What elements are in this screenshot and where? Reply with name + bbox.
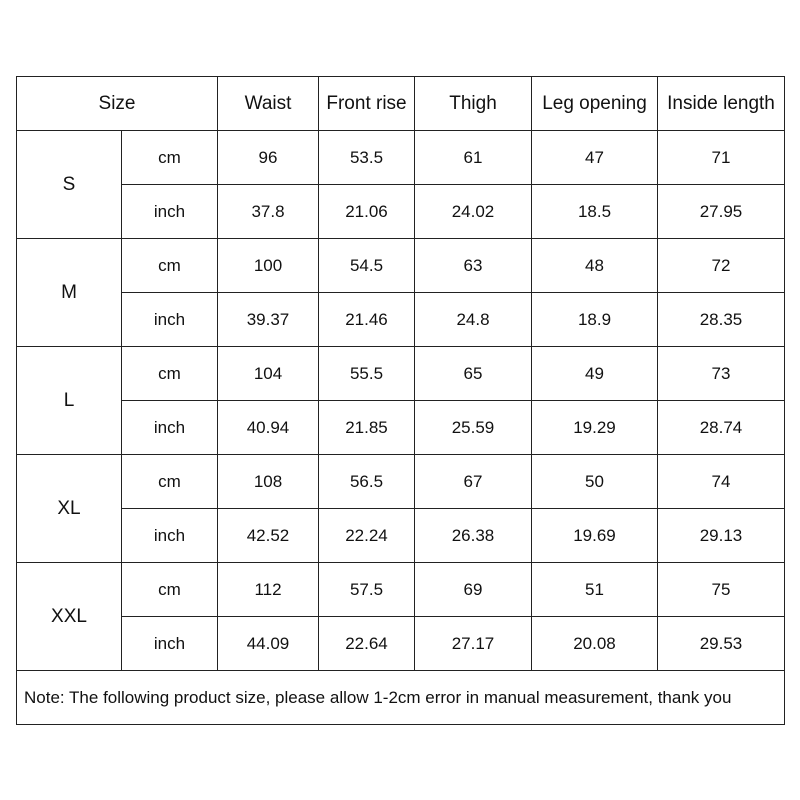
front-rise-cell: 21.85 xyxy=(319,401,415,455)
header-waist: Waist xyxy=(218,77,319,131)
unit-cell: inch xyxy=(122,185,218,239)
table-row xyxy=(17,347,785,401)
table-row xyxy=(17,131,785,185)
leg-opening-cell: 20.08 xyxy=(532,617,658,671)
waist-cell: 100 xyxy=(218,239,319,293)
thigh-cell: 69 xyxy=(415,563,532,617)
thigh-cell: 67 xyxy=(415,455,532,509)
unit-cell: cm xyxy=(122,239,218,293)
inside-length-cell: 75 xyxy=(658,563,785,617)
leg-opening-cell: 19.29 xyxy=(532,401,658,455)
waist-cell: 44.09 xyxy=(218,617,319,671)
thigh-cell: 65 xyxy=(415,347,532,401)
size-label: M xyxy=(17,239,122,347)
header-size: Size xyxy=(17,77,218,131)
front-rise-cell: 53.5 xyxy=(319,131,415,185)
waist-cell: 37.8 xyxy=(218,185,319,239)
header-row xyxy=(17,77,785,131)
inside-length-cell: 28.74 xyxy=(658,401,785,455)
waist-cell: 39.37 xyxy=(218,293,319,347)
header-thigh: Thigh xyxy=(415,77,532,131)
thigh-cell: 26.38 xyxy=(415,509,532,563)
size-label: XXL xyxy=(17,563,122,671)
unit-cell: cm xyxy=(122,131,218,185)
table-row xyxy=(17,455,785,509)
unit-cell: inch xyxy=(122,509,218,563)
table-row xyxy=(17,509,785,563)
size-label: S xyxy=(17,131,122,239)
thigh-cell: 25.59 xyxy=(415,401,532,455)
front-rise-cell: 21.46 xyxy=(319,293,415,347)
unit-cell: inch xyxy=(122,293,218,347)
waist-cell: 42.52 xyxy=(218,509,319,563)
inside-length-cell: 28.35 xyxy=(658,293,785,347)
leg-opening-cell: 18.5 xyxy=(532,185,658,239)
thigh-cell: 61 xyxy=(415,131,532,185)
unit-cell: inch xyxy=(122,617,218,671)
size-chart-table xyxy=(16,76,785,725)
leg-opening-cell: 51 xyxy=(532,563,658,617)
thigh-cell: 63 xyxy=(415,239,532,293)
inside-length-cell: 74 xyxy=(658,455,785,509)
header-inside-length: Inside length xyxy=(658,77,785,131)
thigh-cell: 27.17 xyxy=(415,617,532,671)
measurement-note: Note: The following product size, please allow 1-2cm error in manual measurement, thank you xyxy=(17,671,785,725)
inside-length-cell: 29.53 xyxy=(658,617,785,671)
waist-cell: 104 xyxy=(218,347,319,401)
leg-opening-cell: 18.9 xyxy=(532,293,658,347)
leg-opening-cell: 47 xyxy=(532,131,658,185)
table-row xyxy=(17,239,785,293)
note-row xyxy=(17,671,785,725)
header-front-rise: Front rise xyxy=(319,77,415,131)
inside-length-cell: 72 xyxy=(658,239,785,293)
front-rise-cell: 55.5 xyxy=(319,347,415,401)
front-rise-cell: 56.5 xyxy=(319,455,415,509)
front-rise-cell: 21.06 xyxy=(319,185,415,239)
front-rise-cell: 22.24 xyxy=(319,509,415,563)
leg-opening-cell: 19.69 xyxy=(532,509,658,563)
leg-opening-cell: 48 xyxy=(532,239,658,293)
inside-length-cell: 71 xyxy=(658,131,785,185)
unit-cell: cm xyxy=(122,455,218,509)
thigh-cell: 24.8 xyxy=(415,293,532,347)
table-row xyxy=(17,617,785,671)
table-row xyxy=(17,293,785,347)
inside-length-cell: 73 xyxy=(658,347,785,401)
waist-cell: 108 xyxy=(218,455,319,509)
front-rise-cell: 57.5 xyxy=(319,563,415,617)
unit-cell: inch xyxy=(122,401,218,455)
unit-cell: cm xyxy=(122,347,218,401)
front-rise-cell: 54.5 xyxy=(319,239,415,293)
header-leg-opening: Leg opening xyxy=(532,77,658,131)
leg-opening-cell: 50 xyxy=(532,455,658,509)
size-label: L xyxy=(17,347,122,455)
size-label: XL xyxy=(17,455,122,563)
table-row xyxy=(17,563,785,617)
waist-cell: 96 xyxy=(218,131,319,185)
table-row xyxy=(17,185,785,239)
leg-opening-cell: 49 xyxy=(532,347,658,401)
waist-cell: 40.94 xyxy=(218,401,319,455)
table-row xyxy=(17,401,785,455)
waist-cell: 112 xyxy=(218,563,319,617)
unit-cell: cm xyxy=(122,563,218,617)
front-rise-cell: 22.64 xyxy=(319,617,415,671)
inside-length-cell: 27.95 xyxy=(658,185,785,239)
inside-length-cell: 29.13 xyxy=(658,509,785,563)
thigh-cell: 24.02 xyxy=(415,185,532,239)
